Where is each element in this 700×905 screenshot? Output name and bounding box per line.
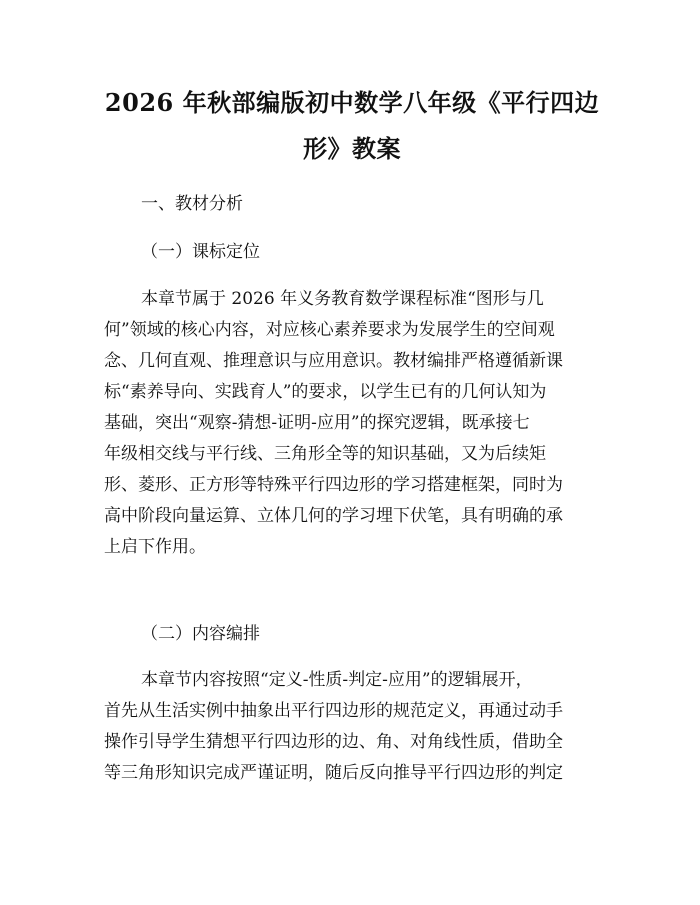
title-line-2: 形》教案 <box>303 134 401 163</box>
paragraph-curriculum-positioning <box>104 284 600 563</box>
paragraph-line: 基础，突出“观察-猜想-证明-应用”的探究逻辑，既承接七 <box>104 413 530 433</box>
paragraph-line: 何”领域的核心内容，对应核心素养要求为发展学生的空间观 <box>104 320 555 340</box>
paragraph-line: 操作引导学生猜想平行四边形的边、角、对角线性质，借助全 <box>104 732 563 752</box>
paragraph-line: 形、菱形、正方形等特殊平行四边形的学习搭建框架，同时为 <box>104 475 563 495</box>
title-line-1: 2026 年秋部编版初中数学八年级《平行四边 <box>104 88 600 117</box>
paragraph-line: 上启下作用。 <box>104 537 206 557</box>
paragraph-line: 本章节内容按照“定义-性质-判定-应用”的逻辑展开， <box>141 670 533 690</box>
document-title <box>104 80 600 172</box>
paragraph-line: 高中阶段向量运算、立体几何的学习埋下伏笔，具有明确的承 <box>104 506 563 526</box>
paragraph-line: 本章节属于 2026 年义务教育数学课程标准“图形与几 <box>141 289 544 309</box>
paragraph-line: 等三角形知识完成严谨证明，随后反向推导平行四边形的判定 <box>104 763 563 783</box>
paragraph-line: 年级相交线与平行线、三角形全等的知识基础，又为后续矩 <box>104 444 546 464</box>
paragraph-content-arrangement <box>104 665 600 789</box>
paragraph-line: 首先从生活实例中抽象出平行四边形的规范定义，再通过动手 <box>104 701 563 721</box>
section-heading-textbook-analysis: 一、教材分析 <box>141 194 243 214</box>
paragraph-line: 标“素养导向、实践育人”的要求，以学生已有的几何认知为 <box>104 382 547 402</box>
subsection-heading-content-arrangement: （二）内容编排 <box>141 624 260 644</box>
subsection-heading-curriculum-positioning: （一）课标定位 <box>141 242 260 262</box>
paragraph-line: 念、几何直观、推理意识与应用意识。教材编排严格遵循新课 <box>104 351 563 371</box>
